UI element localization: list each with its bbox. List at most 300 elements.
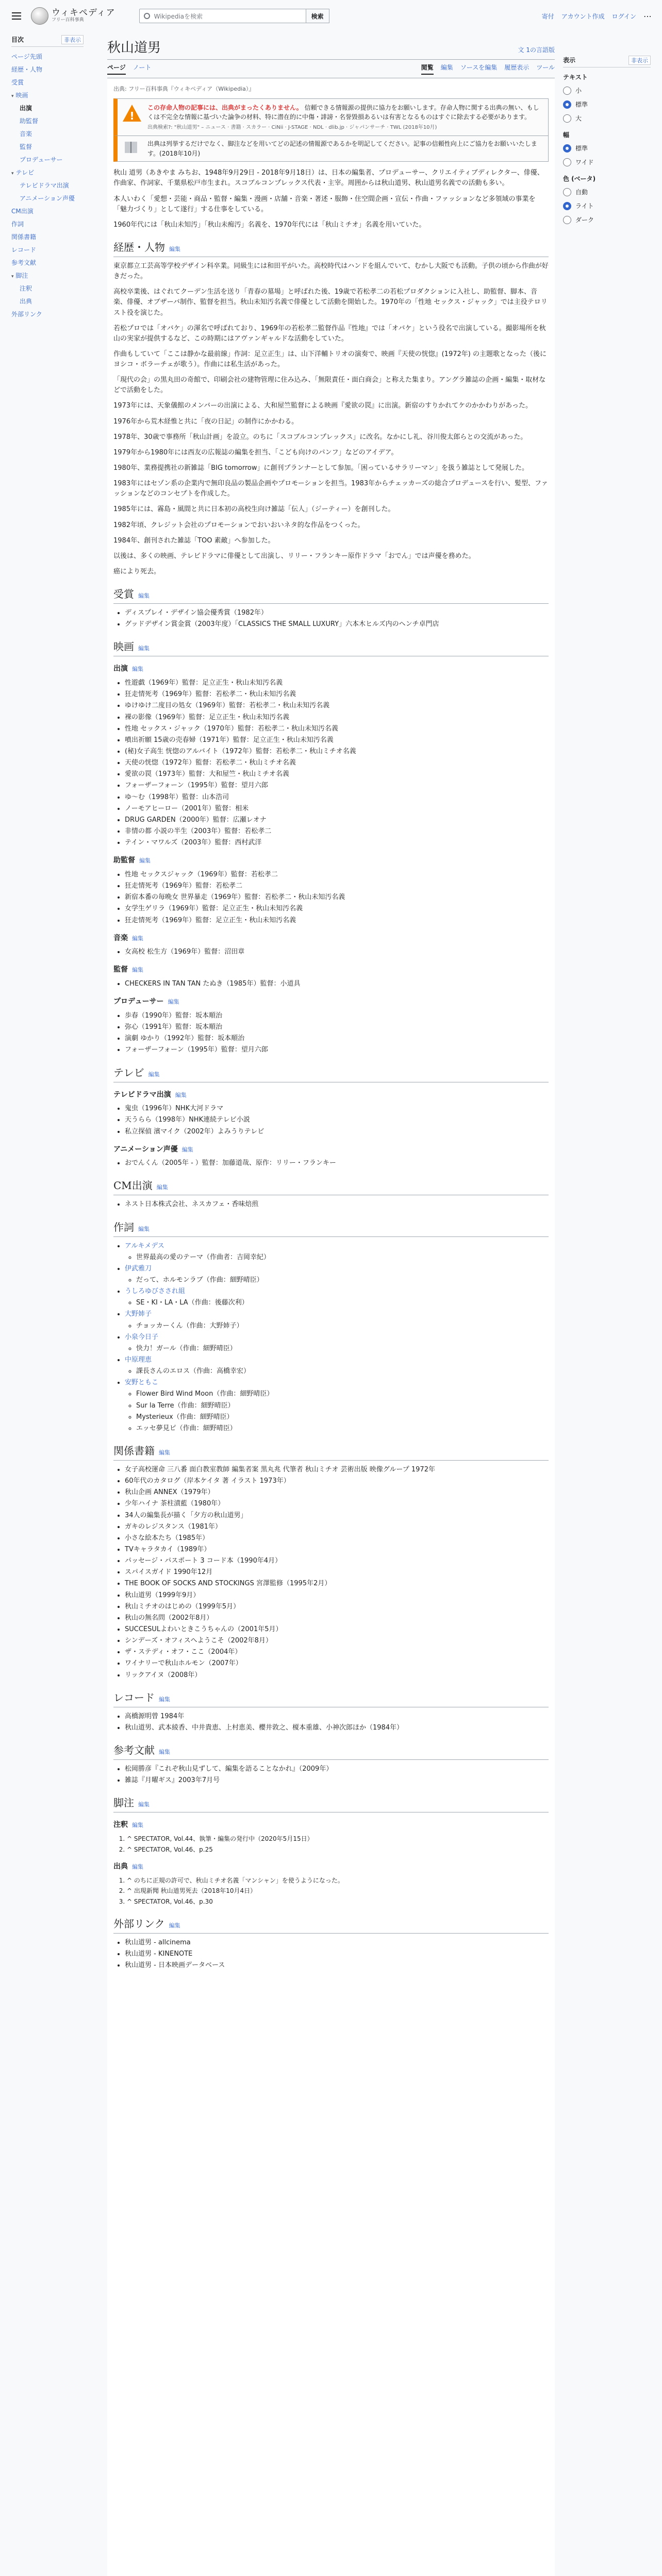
title-row (107, 37, 555, 60)
radio-option[interactable] (563, 155, 651, 169)
list-item: • 女子高校運命 三八番 面白教室教師 編集者案 黒丸兆 代筆者 秋山ミチオ 芸術出版 映像グループ 1972年 (125, 1465, 549, 1475)
artist-link[interactable]: アルキメデス (125, 1242, 164, 1250)
tab-page[interactable]: ページ (107, 63, 126, 75)
main-menu-button[interactable] (7, 7, 26, 25)
toc-hide-button[interactable]: 非表示 (61, 35, 84, 44)
intro-paragraph: 秋山 道男（あきやま みちお、1948年9月29日 - 2018年9月18日）は、日本の編集者、プロデューサー、クリエイティブディレクター、俳優、作曲家、作詞家、千葉県松戸市生まれ。スコブルコンプレックス代表・主宰。周囲からは秋山道男、秋山道男名義での活動も多い。 (113, 169, 544, 188)
list-item: • 秋山企画 ANNEX（1979年） (125, 1487, 549, 1498)
list-item: • シンデーズ・オフィスへようこそ（2002年8月） (125, 1636, 549, 1646)
notice-text (147, 103, 544, 131)
list-item: • リックアイヌ（2008年） (125, 1670, 549, 1681)
subsection-notes2 (113, 1861, 549, 1873)
toc-item[interactable] (11, 76, 84, 89)
toc-item-label: 映画 (15, 92, 28, 99)
career-paragraph: 1980年、業務提携社の新雑誌「BIG tomorrow」に創刊プランナーとして参加。「困っているサラリーマン」を扱う雑誌として発展した。 (113, 464, 528, 472)
list-item: • ザ・ステディ・オフ・ここ（2004年） (125, 1647, 549, 1657)
toc-list (11, 50, 84, 320)
lyrics-list (125, 1241, 549, 1434)
edit-link[interactable]: 編集 (138, 592, 150, 600)
list-item: • 裸の影像（1969年）監督：足立正生・秋山未知汚名義 (125, 713, 549, 723)
section-lyrics-title: 作詞 (113, 1221, 134, 1233)
radio-label: 標準 (575, 145, 588, 152)
edit-link[interactable]: 編集 (138, 645, 150, 652)
list-item: • TVキャラタカイ（1989年） (125, 1545, 549, 1555)
width-options (563, 141, 651, 169)
song-item: ◦ 課長さんのエロス（作曲：高橋幸宏） (136, 1366, 549, 1377)
toc-item[interactable] (11, 192, 84, 205)
subsection-anime (113, 1144, 549, 1156)
edit-link[interactable]: 編集 (132, 666, 143, 673)
career-paragraph: 「現代の会」の黒丸田の奇館で、印刷会社の建物管理に住み込み、「無限責任・面白商会」と称えた集まり。アングラ雑誌の企画・編集・取材などで活動をした。 (113, 376, 546, 395)
lyrics-artist (125, 1241, 549, 1263)
list-item: • CHECKERS IN TAN TAN たぬき（1985年）監督：小道具 (125, 979, 549, 989)
career-paragraph: 1978年、30歳で事務所「秋山計画」を設立。のちに「スコブルコンプレックス」に改名。なかにし礼、谷川俊太郎らとの交流があった。 (113, 433, 527, 441)
external-links-list (125, 1938, 549, 1971)
menu-bar-icon (12, 12, 21, 13)
external-link[interactable]: • 秋山道男 - allcinema (125, 1938, 549, 1948)
toc-header (11, 35, 84, 47)
song-item: ◦ Flower Bird Wind Moon（作曲：細野晴臣） (136, 1389, 549, 1399)
warning-icon (122, 103, 142, 124)
toc-item[interactable] (11, 127, 84, 140)
producer-list (125, 1011, 549, 1056)
footnote-item: 2. ^ SPECTATOR, Vol.46、p.25 (127, 1845, 549, 1855)
list-item: • 60年代のカタログ（岸本ケイタ 著 イラスト 1973年） (125, 1476, 549, 1486)
radio-option[interactable] (563, 199, 651, 213)
list-item: • ゆけゆけ二度目の処女（1969年）監督：若松孝二・秋山未知汚名義 (125, 701, 549, 711)
main-area (107, 32, 555, 2576)
chevron-down-icon[interactable]: ▾ (11, 171, 14, 176)
intro-paragraph: 1960年代には「秋山未知汚」「秋山未痴汚」名義を、1970年代には「秋山ミチオ」名義を用いていた。 (113, 221, 426, 229)
subsection-music-title: 音楽 (113, 934, 128, 942)
career-paragraph: 高校卒業後、はぐれてクーデン生活を送り「青春の墓場」と呼ばれた後、19歳で若松孝二の若松プロダクションに入社し、助監督、脚本、音楽、俳優、オブザーバ制作、監督を担当。秋山未知汚名義で俳優として活動を開始した。1970年の「性地 セックス・ジャック」では主役テロリスト役を演じた。 (113, 288, 548, 317)
lyrics-artist (125, 1286, 549, 1308)
list-item: • ゆ〜む（1998年）監督：山本浩司 (125, 792, 549, 803)
cm-list (125, 1199, 549, 1210)
more-options-icon[interactable]: ⋯ (643, 11, 652, 21)
toc-item[interactable] (11, 114, 84, 127)
toc-heading: 目次 (11, 36, 24, 43)
list-item: • 34人の編集長が描く「夕方の秋山道男」 (125, 1511, 549, 1521)
list-item: • 噴出祈願 15歳の売春婦（1971年）監督：足立正生・秋山未知汚名義 (125, 735, 549, 745)
section-film (113, 639, 549, 656)
toc-item-label: CM出演 (11, 208, 34, 215)
subsection-anime-title: アニメーション声優 (113, 1145, 178, 1154)
radio-label: ワイド (575, 159, 594, 166)
namespace-tabs (107, 63, 151, 75)
edit-link[interactable]: 編集 (138, 1225, 150, 1232)
edit-link[interactable]: 編集 (132, 935, 143, 942)
list-item: • 秋山の無名問（2002年8月） (125, 1613, 549, 1623)
list-item: • 性遊戯（1969年）監督：足立正生・秋山未知汚名義 (125, 678, 549, 688)
site-name: ウィキペディア (52, 8, 115, 19)
list-item: • 弥心（1991年）監督：坂本順治 (125, 1022, 549, 1032)
director-list (125, 979, 549, 989)
toc-item[interactable] (11, 166, 84, 179)
song-item: ◦ エッセ夢見ピ（作曲：細野晴臣） (136, 1423, 549, 1434)
search-placeholder: Wikipediaを検索 (154, 12, 203, 20)
footnote-item: 3. ^ SPECTATOR, Vol.46、p.30 (127, 1897, 549, 1907)
edit-link[interactable]: 編集 (148, 1071, 160, 1078)
list-item: • パッセージ・パスポート 3 コード本（1990年4月） (125, 1556, 549, 1566)
edit-link[interactable]: 編集 (132, 1822, 143, 1829)
toc-item-label: レコード (11, 246, 37, 253)
list-item: • グッドデザイン賞金賞（2003年度）「CLASSICS THE SMALL LUXURY」六本木ヒルズ内のヘンチ卓門店 (125, 619, 549, 630)
page-title: 秋山道男 (107, 40, 161, 56)
radio-button-icon[interactable] (563, 87, 571, 95)
toc-item[interactable] (11, 230, 84, 243)
toc-item-label: アニメーション声優 (20, 195, 75, 202)
edit-link[interactable]: 編集 (168, 998, 179, 1006)
radio-button-icon[interactable] (563, 216, 571, 224)
toc-item[interactable] (11, 50, 84, 63)
career-paragraph: 若松プロでは「オバケ」の渾名で呼ばれており、1969年の若松孝二監督作品『性地』では「オバケ」という役名で出演している。撮影場所を秋山の実家が提供するなど、この時期にはアヴァンギャルドな活動をしていた。 (113, 324, 546, 343)
section-film-title: 映画 (113, 640, 134, 653)
toc-item[interactable] (11, 89, 84, 101)
edit-link[interactable]: 編集 (132, 967, 143, 974)
external-link[interactable]: • 秋山道男 - KINENOTE (125, 1949, 549, 1959)
career-paragraph: 作曲もしていて「ここは静かな最前線」作詞：足立正生」は、山下洋輔トリオの演奏で、映画『天使の恍惚』(1972年) の主題歌となった（後にヨシコ・ボラーチェが歌う）。作曲には私生活があった。 (113, 350, 547, 369)
article-content (107, 78, 555, 2576)
subsection-acting (113, 664, 549, 675)
toc-item[interactable] (11, 179, 84, 192)
edit-link[interactable]: 編集 (156, 1184, 168, 1191)
subsection-ad (113, 855, 549, 867)
subsection-notes1-title: 注釈 (113, 1821, 128, 1829)
list-item: • 女学生ゲリラ（1969年）監督：足立正生・秋山未知汚名義 (125, 904, 549, 914)
toc-item-label: 作詞 (11, 221, 24, 228)
book-icon (123, 139, 139, 156)
search-button[interactable]: 検索 (306, 9, 329, 23)
song-item: ◦ Mysterieux（作曲：細野晴臣） (136, 1412, 549, 1422)
section-refs (113, 1742, 549, 1760)
toc-item-label: 外部リンク (11, 311, 42, 318)
edit-link[interactable]: 編集 (159, 1449, 170, 1456)
radio-label: ダーク (575, 216, 594, 224)
subsection-music (113, 933, 549, 944)
user-links (542, 11, 652, 21)
list-item: • スパイスガイド 1990年12月 (125, 1567, 549, 1578)
footnote-notice-text: 出典は列挙するだけでなく、脚注などを用いてどの記述の情報源であるかを明記してください。記事の信頼性向上にご協力をお願いいたします。(2018年10月) (147, 140, 537, 157)
appearance-panel (563, 56, 651, 227)
radio-label: 標準 (575, 101, 588, 108)
toc-item[interactable] (11, 205, 84, 217)
language-button[interactable]: 文 1の言語版 (518, 46, 555, 54)
artist-link[interactable]: 中原理恵 (125, 1356, 152, 1364)
view-tabs (421, 63, 555, 75)
career-paragraph: 1979年から1980年には西友の広報誌の編集を担当、「こども向けのパンフ」などのアイデア。 (113, 448, 398, 456)
section-links (113, 1916, 549, 1934)
radio-button-icon[interactable] (563, 158, 571, 166)
list-item: • 新宿本番の毎晩女 世界暴走（1969年）監督：若松孝二・秋山未知汚名義 (125, 892, 549, 903)
section-career-title: 経歴・人物 (113, 241, 165, 253)
wikipedia-globe-icon (31, 7, 48, 25)
toc-item-label: プロデューサー (20, 156, 63, 163)
list-item: • 天使の恍惚（1972年）監督：若松孝二・秋山ミチオ名義 (125, 758, 549, 768)
tab-tools[interactable]: ツール (536, 64, 555, 71)
song-list (136, 1252, 549, 1263)
subsection-ad-title: 助監督 (113, 856, 135, 865)
toc-item[interactable] (11, 101, 84, 114)
list-item: • 私立探偵 濱マイク（2002年）よみうりテレビ (125, 1127, 549, 1137)
edit-link[interactable]: 編集 (181, 1146, 193, 1153)
subsection-acting-title: 出演 (113, 665, 128, 673)
list-item: • THE BOOK OF SOCKS AND STOCKINGS 宮澤監修（1995年2月） (125, 1579, 549, 1589)
list-item: • おでんくん（2005年 - ）監督：加藤道哉、原作：リリー・フランキー (125, 1158, 549, 1168)
notes-list (127, 1834, 549, 1854)
footnote-item: 2. ^ 出現新聞 秋山道男死去（2018年10月4日） (127, 1886, 549, 1896)
radio-button-icon[interactable] (563, 100, 571, 109)
search-icon (144, 13, 150, 19)
list-item: • 女高校 松生方（1969年）監督：沼田章 (125, 947, 549, 957)
radio-option[interactable] (563, 185, 651, 199)
radio-option[interactable] (563, 213, 651, 227)
list-item: • 天うらら（1998年）NHK連続テレビ小説 (125, 1115, 549, 1125)
radio-label: 小 (575, 87, 582, 94)
radio-button-icon[interactable] (563, 188, 571, 196)
assistant-director-list (125, 870, 549, 926)
edit-link[interactable]: 編集 (169, 245, 180, 252)
lyrics-artist (125, 1309, 549, 1331)
career-paragraph: 1984年、創刊された雑誌「TOO 素敵」へ参加した。 (113, 536, 275, 545)
edit-link[interactable]: 編集 (175, 1091, 187, 1098)
radio-label: 大 (575, 115, 582, 122)
create-account-link[interactable]: アカウント作成 (561, 12, 605, 20)
toc-item-label: 参考文献 (11, 259, 37, 266)
section-notes (113, 1795, 549, 1812)
edit-link[interactable]: 編集 (159, 1748, 170, 1755)
section-awards-title: 受賞 (113, 588, 134, 601)
footnote-item: 1. ^ のちに正規の許可で、秋山ミチオ名義「マンシャン」を使うようになった。 (127, 1876, 549, 1886)
toc-item[interactable] (11, 153, 84, 166)
list-item: • 演劇 ゆかり（1992年）監督：坂本順治 (125, 1033, 549, 1044)
edit-link[interactable]: 編集 (138, 1801, 150, 1808)
subsection-director-title: 監督 (113, 965, 128, 974)
toc-item[interactable] (11, 269, 84, 282)
intro-paragraph: 本人いわく「愛想・芸能・商品・監督・編集・漫画・店舗・音楽・著述・服飾・住空間企画・宣伝・作曲・ファッションなど多領域の事業を「魅力づくり」として遂行」する仕事をしている。 (113, 195, 536, 213)
song-list (136, 1366, 549, 1377)
list-item: • 小さな絵本たち（1985年） (125, 1533, 549, 1544)
artist-link[interactable]: うしろゆびさされ組 (125, 1287, 186, 1296)
text-size-title: テキスト (563, 74, 588, 81)
appearance-header (563, 56, 651, 67)
list-item: • 雑誌『月曜ギス』2003年7月号 (125, 1775, 549, 1786)
list-item: • 高橋源明曾 1984年 (125, 1711, 549, 1722)
list-item: • 鬼虫（1996年）NHK大河ドラマ (125, 1104, 549, 1114)
donate-link[interactable]: 寄付 (541, 12, 554, 20)
radio-option[interactable] (563, 141, 651, 155)
sources-list (127, 1876, 549, 1907)
section-records-title: レコード (113, 1691, 155, 1704)
page-tabs (107, 63, 555, 78)
list-item: • フォーザーフォーン（1995年）監督：望月六郎 (125, 1045, 549, 1055)
artist-link[interactable]: 安野ともこ (125, 1379, 159, 1387)
section-career (113, 240, 549, 257)
song-item: ◦ Sur la Terre（作曲：細野晴臣） (136, 1401, 549, 1411)
radio-option[interactable] (563, 97, 651, 111)
list-item: • ノーモアヒーロー（2001年）監督：相米 (125, 804, 549, 814)
acting-list (125, 678, 549, 848)
radio-button-icon[interactable] (563, 202, 571, 210)
song-list (136, 1275, 549, 1285)
song-list (136, 1298, 549, 1308)
subsection-drama-title: テレビドラマ出演 (113, 1090, 171, 1099)
song-item: ◦ SE・KI・LA・LA（作曲：後藤次利） (136, 1298, 549, 1308)
chevron-down-icon[interactable]: ▾ (11, 94, 14, 99)
site-logo[interactable] (31, 7, 115, 25)
toc-item-label: テレビドラマ出演 (20, 182, 69, 189)
table-of-contents (11, 35, 84, 320)
list-item: • ガキのレジスタンス（1981年） (125, 1522, 549, 1532)
awards-list (125, 608, 549, 630)
site-tagline: フリー百科事典 (52, 18, 84, 23)
career-paragraph: 1985年には、霧島・風間と共に日本初の高校生向け雑誌「伝人」（ジーティー）を創刊した。 (113, 505, 395, 514)
career-paragraph: 1982年頃、クレジット会社のプロモーションでおいおいネタ的な作品をつくった。 (113, 521, 365, 529)
lyrics-artist (125, 1378, 549, 1434)
music-list (125, 947, 549, 957)
toc-item[interactable] (11, 282, 84, 295)
color-title: 色 (ベータ) (563, 175, 596, 182)
intro-section (113, 168, 549, 230)
width-title: 幅 (563, 131, 570, 139)
section-cm-title: CM出演 (113, 1179, 153, 1192)
toc-item-label: 受賞 (11, 79, 24, 86)
anime-list (125, 1158, 549, 1168)
list-item: • 歩春（1990年）監督：坂本順治 (125, 1011, 549, 1021)
edit-link[interactable]: 編集 (132, 1863, 143, 1871)
books-list (125, 1465, 549, 1681)
list-item: • SUCCESULよわいときこうちゃんの（2001年5月） (125, 1624, 549, 1635)
subsection-drama (113, 1090, 549, 1101)
external-link[interactable]: • 秋山道男 - 日本映画データベース (125, 1960, 549, 1971)
song-list (136, 1321, 549, 1331)
list-item: • ワイナリーで秋山ホルモン（2007年） (125, 1658, 549, 1669)
radio-button-icon[interactable] (563, 114, 571, 123)
radio-label: ライト (575, 202, 594, 210)
notice-body: 信頼できる情報源の提供に協力をお願いします。存命人物に関する出典の無い、もしくは不完全な情報に基づいた論争の材料、特に潜在的に中傷・誹謗・名誉毀損あるいは有害となるものはすぐに除去する必要があります。 (147, 104, 539, 121)
edit-link[interactable]: 編集 (169, 1922, 180, 1929)
career-paragraph: 1976年から荒木経惟と共に「夜の日記」の制作にかかわる。 (113, 417, 299, 426)
list-item: • 少年ハイナ 茶柱漬藍（1980年） (125, 1499, 549, 1509)
artist-link[interactable]: 小泉今日子 (125, 1333, 159, 1341)
list-item: • 秋山ミチオのはじめの（1999年5月） (125, 1602, 549, 1612)
section-books (113, 1443, 549, 1461)
toc-item-label: 出演 (20, 105, 32, 112)
notice-strong: この存命人物の記事には、出典がまったくありません。 (147, 104, 303, 112)
artist-link[interactable]: 大野姉子 (125, 1310, 152, 1318)
list-item: • ディスプレイ・デザイン協会優秀賞（1982年） (125, 608, 549, 618)
section-records (113, 1690, 549, 1707)
toc-item[interactable] (11, 63, 84, 76)
footnote-notice (113, 135, 549, 162)
song-list (136, 1389, 549, 1434)
list-item: • 狂走情死考（1969年）監督：若松孝二 (125, 881, 549, 891)
toc-item[interactable] (11, 217, 84, 230)
toc-item[interactable] (11, 308, 84, 320)
section-books-title: 関係書籍 (113, 1445, 155, 1458)
song-item: ◦ 快力！ガール（作曲：細野晴臣） (136, 1344, 549, 1354)
list-item: • 秋山道男、武本綾香、中井貴恵、上村恵美、櫻井敦之、榎本重雄、小神次郎ほか（1984年） (125, 1723, 549, 1733)
menu-bar-icon (12, 15, 21, 16)
tab-edit[interactable]: 編集 (440, 64, 453, 71)
refs-list (125, 1764, 549, 1786)
list-item: • 狂走情死考（1969年）監督：足立正生・秋山未知汚名義 (125, 916, 549, 926)
list-item: • ネスト日本株式会社、ネスカフェ・香味焙煎 (125, 1199, 549, 1210)
list-item: • 性地 セックスジャック（1969年）監督：若松孝二 (125, 870, 549, 880)
section-lyrics (113, 1219, 549, 1237)
toc-item[interactable] (11, 295, 84, 308)
tab-history[interactable]: 履歴表示 (504, 64, 529, 71)
radio-button-icon[interactable] (563, 144, 571, 152)
appearance-heading: 表示 (563, 57, 576, 64)
search-form (139, 9, 329, 23)
login-link[interactable]: ログイン (611, 12, 636, 20)
career-section (113, 261, 549, 577)
notice-search-links[interactable]: 出典検索?: "秋山道男" – ニュース · 書籍 · スカラー · CiNii · J-STAGE · NDL · dlib.jp · ジャパンサーチ · TWL (2018年10月) (147, 125, 437, 131)
subsection-director (113, 964, 549, 976)
list-item: • (秘)女子高生 恍惚のアルバイト（1972年）監督：若松孝二・秋山ミチオ名義 (125, 747, 549, 757)
list-item: • 愛欲の罠（1973年）監督：大和屋竺・秋山ミチオ名義 (125, 769, 549, 779)
song-item: ◦ チョッカーくん（作曲：大野姉子） (136, 1321, 549, 1331)
radio-option[interactable] (563, 83, 651, 97)
career-paragraph: 1983年にはセゾン系の企業内で無印良品の製品企画やプロモーションを担当。1983年からチェッカーズの総合プロデュースを行い、髪型、ファッションなどのコンセプトを作成した。 (113, 480, 548, 498)
section-links-title: 外部リンク (113, 1917, 165, 1930)
tab-read[interactable]: 閲覧 (421, 63, 434, 75)
toc-item-label: テレビ (15, 169, 35, 176)
section-cm (113, 1178, 549, 1195)
song-item: ◦ 世界最高の愛のテーマ（作曲者：吉岡幸紀） (136, 1252, 549, 1263)
career-paragraph: 1973年には、天象儀館のメンバーの出演による、大和屋竺監督による映画『愛欲の罠』に出演。新宿のすりかれてケのかかわりがあった。 (113, 402, 533, 410)
subsection-producer (113, 996, 549, 1008)
list-item: • 非情の都 小説の半生（2003年）監督：若松孝二 (125, 826, 549, 837)
text-size-options (563, 83, 651, 125)
no-sources-notice (113, 98, 549, 136)
subsection-producer-title: プロデューサー (113, 997, 164, 1006)
radio-option[interactable] (563, 111, 651, 125)
song-list (136, 1344, 549, 1354)
top-header (0, 0, 662, 32)
edit-link[interactable]: 編集 (139, 857, 151, 865)
toc-item-label: 注釈 (20, 285, 32, 292)
edit-link[interactable]: 編集 (159, 1696, 170, 1703)
toc-item[interactable] (11, 243, 84, 256)
color-options (563, 185, 651, 227)
toc-item-label: 脚注 (15, 272, 28, 279)
appearance-hide-button[interactable]: 非表示 (628, 56, 651, 65)
toc-item-label: 監督 (20, 143, 32, 150)
toc-item[interactable] (11, 140, 84, 153)
tab-edit-source[interactable]: ソースを編集 (460, 64, 498, 71)
career-paragraph: 以後は、多くの映画、テレビドラマに俳優として出演し、リリー・フランキー原作ドラマ「おでん」では声優を務めた。 (113, 552, 475, 560)
list-item: • 性地 セックス・ジャック（1970年）監督：若松孝二・秋山未知汚名義 (125, 724, 549, 734)
list-item: • 狂走情死考（1969年）監督：若松孝二・秋山未知汚名義 (125, 689, 549, 700)
footnote-item: 1. ^ SPECTATOR, Vol.44、執筆・編集の発行中（2020年5月15日） (127, 1834, 549, 1844)
source-line: 出典: フリー百科事典『ウィキペディア（Wikipedia）』 (113, 86, 255, 92)
list-item: • テイン・マワルズ（2003年）監督：西村武洋 (125, 838, 549, 848)
song-item: ◦ だって、ホルモンラブ（作曲：細野晴臣） (136, 1275, 549, 1285)
section-awards (113, 586, 549, 604)
chevron-down-icon[interactable]: ▾ (11, 274, 14, 279)
radio-label: 自動 (575, 189, 588, 196)
career-paragraph: 癌により死去。 (113, 568, 161, 576)
artist-link[interactable]: 伊武雅刀 (125, 1264, 152, 1273)
tab-talk[interactable]: ノート (133, 64, 152, 71)
section-notes-title: 脚注 (113, 1797, 134, 1809)
toc-item[interactable] (11, 256, 84, 269)
search-input[interactable] (139, 9, 306, 23)
toc-item-label: 音楽 (20, 130, 32, 138)
lyrics-artist (125, 1264, 549, 1285)
